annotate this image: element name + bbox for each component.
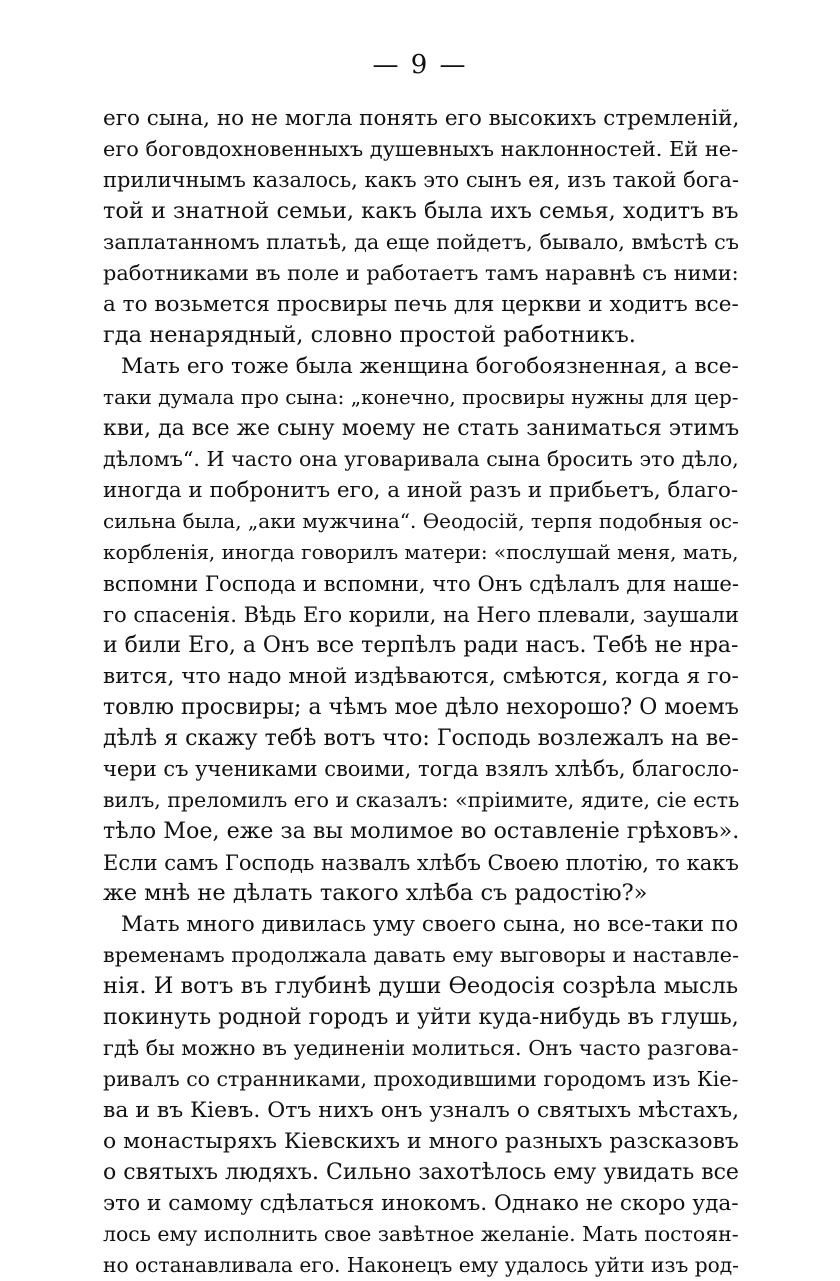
body-text <box>103 103 739 1281</box>
text-line: гда ненарядный, словно простой работникъ. <box>103 322 636 348</box>
text-line: но останавливала его. Наконецъ ему удалось уйти изъ род- <box>103 1253 739 1277</box>
text-line: а то возьмется просвиры печь для церкви и ходитъ все- <box>103 292 739 317</box>
text-line: таки думала про сына: „конечно, просвиры нужны для цер- <box>103 385 739 409</box>
text-line: сильна была, „аки мужчина“. Ѳеодосій, терпя подобныя ос- <box>103 509 739 533</box>
text-line: дѣломъ“. И часто она уговаривала сына бросить это дѣло, <box>103 447 739 471</box>
text-line: это и самому сдѣлаться инокомъ. Однако не скоро уда- <box>103 1191 739 1216</box>
text-line: корбленія, иногда говорилъ матери: «послушай меня, мать, <box>103 540 739 564</box>
text-line: о святыхъ людяхъ. Сильно захотѣлось ему увидать все <box>103 1160 739 1185</box>
text-line: го спасенія. Вѣдь Его корили, на Него плевали, заушали <box>103 602 739 627</box>
text-line: чери съ учениками своими, тогда взялъ хлѣбъ, благосло- <box>103 757 739 781</box>
text-line: Мать его тоже была женщина богобоязненная, а все- <box>121 354 739 379</box>
text-line: той и знатной семьи, какъ была ихъ семья, ходитъ въ <box>103 198 739 224</box>
text-line: кви, да все же сыну моему не стать заниматься этимъ <box>103 416 739 441</box>
text-line: приличнымъ казалось, какъ это сынъ ея, изъ такой бога- <box>103 168 739 192</box>
text-line: вится, что надо мной издѣваются, смѣются, когда я го- <box>103 664 739 689</box>
text-line: ривалъ со странниками, проходившими городомъ изъ Кіе- <box>103 1067 739 1091</box>
text-line: вспомни Господа и вспомни, что Онъ сдѣлалъ для наше- <box>103 571 739 596</box>
text-line: дѣлѣ я скажу тебѣ вотъ что: Господь возлежалъ на ве- <box>103 726 739 751</box>
text-line: нія. И вотъ въ глубинѣ души Ѳеодосія созрѣла мысль <box>103 973 739 999</box>
text-line: о монастыряхъ Кіевскихъ и много разныхъ разсказовъ <box>103 1129 739 1154</box>
text-line: его боговдохновенныхъ душевныхъ наклонностей. Ей не- <box>103 137 739 161</box>
text-line: товлю просвиры; а чѣмъ мое дѣло нехорошо? О моемъ <box>103 695 739 720</box>
page-number: — 9 — <box>372 50 468 80</box>
text-line: тѣло Мое, еже за вы молимое во оставленіе грѣховъ». <box>103 818 739 844</box>
text-line: его сына, но не могла понять его высокихъ стремленій, <box>103 106 739 131</box>
text-line: заплатанномъ платьѣ, да еще пойдетъ, бывало, вмѣстѣ съ <box>103 230 739 254</box>
text-line: же мнѣ не дѣлать такого хлѣба съ радостію?» <box>103 880 648 906</box>
text-line: лось ему исполнить свое завѣтное желаніе. Мать постоян- <box>103 1222 739 1246</box>
text-line: работниками въ поле и работаетъ тамъ наравнѣ съ ними: <box>103 261 739 285</box>
text-line: ва и въ Кіевъ. Отъ нихъ онъ узналъ о святыхъ мѣстахъ, <box>103 1098 739 1123</box>
text-line: и били Его, а Онъ все терпѣлъ ради насъ. Тебѣ не нра- <box>103 633 739 658</box>
text-line: Мать много дивилась уму своего сына, но все-таки по <box>121 912 739 937</box>
text-line: гдѣ бы можно въ уединеніи молиться. Онъ часто разгова- <box>103 1036 739 1060</box>
text-line: временамъ продолжала давать ему выговоры и наставле- <box>103 943 739 967</box>
text-line: покинуть родной городъ и уйти куда-нибудь въ глушь, <box>103 1005 739 1030</box>
text-line: иногда и побронитъ его, а иной разъ и прибьетъ, благо- <box>103 478 739 503</box>
text-line: вилъ, преломилъ его и сказалъ: «пріимите, ядите, сіе есть <box>103 788 739 812</box>
text-line: Если самъ Господь назвалъ хлѣбъ Своею плотію, то какъ <box>103 850 739 875</box>
